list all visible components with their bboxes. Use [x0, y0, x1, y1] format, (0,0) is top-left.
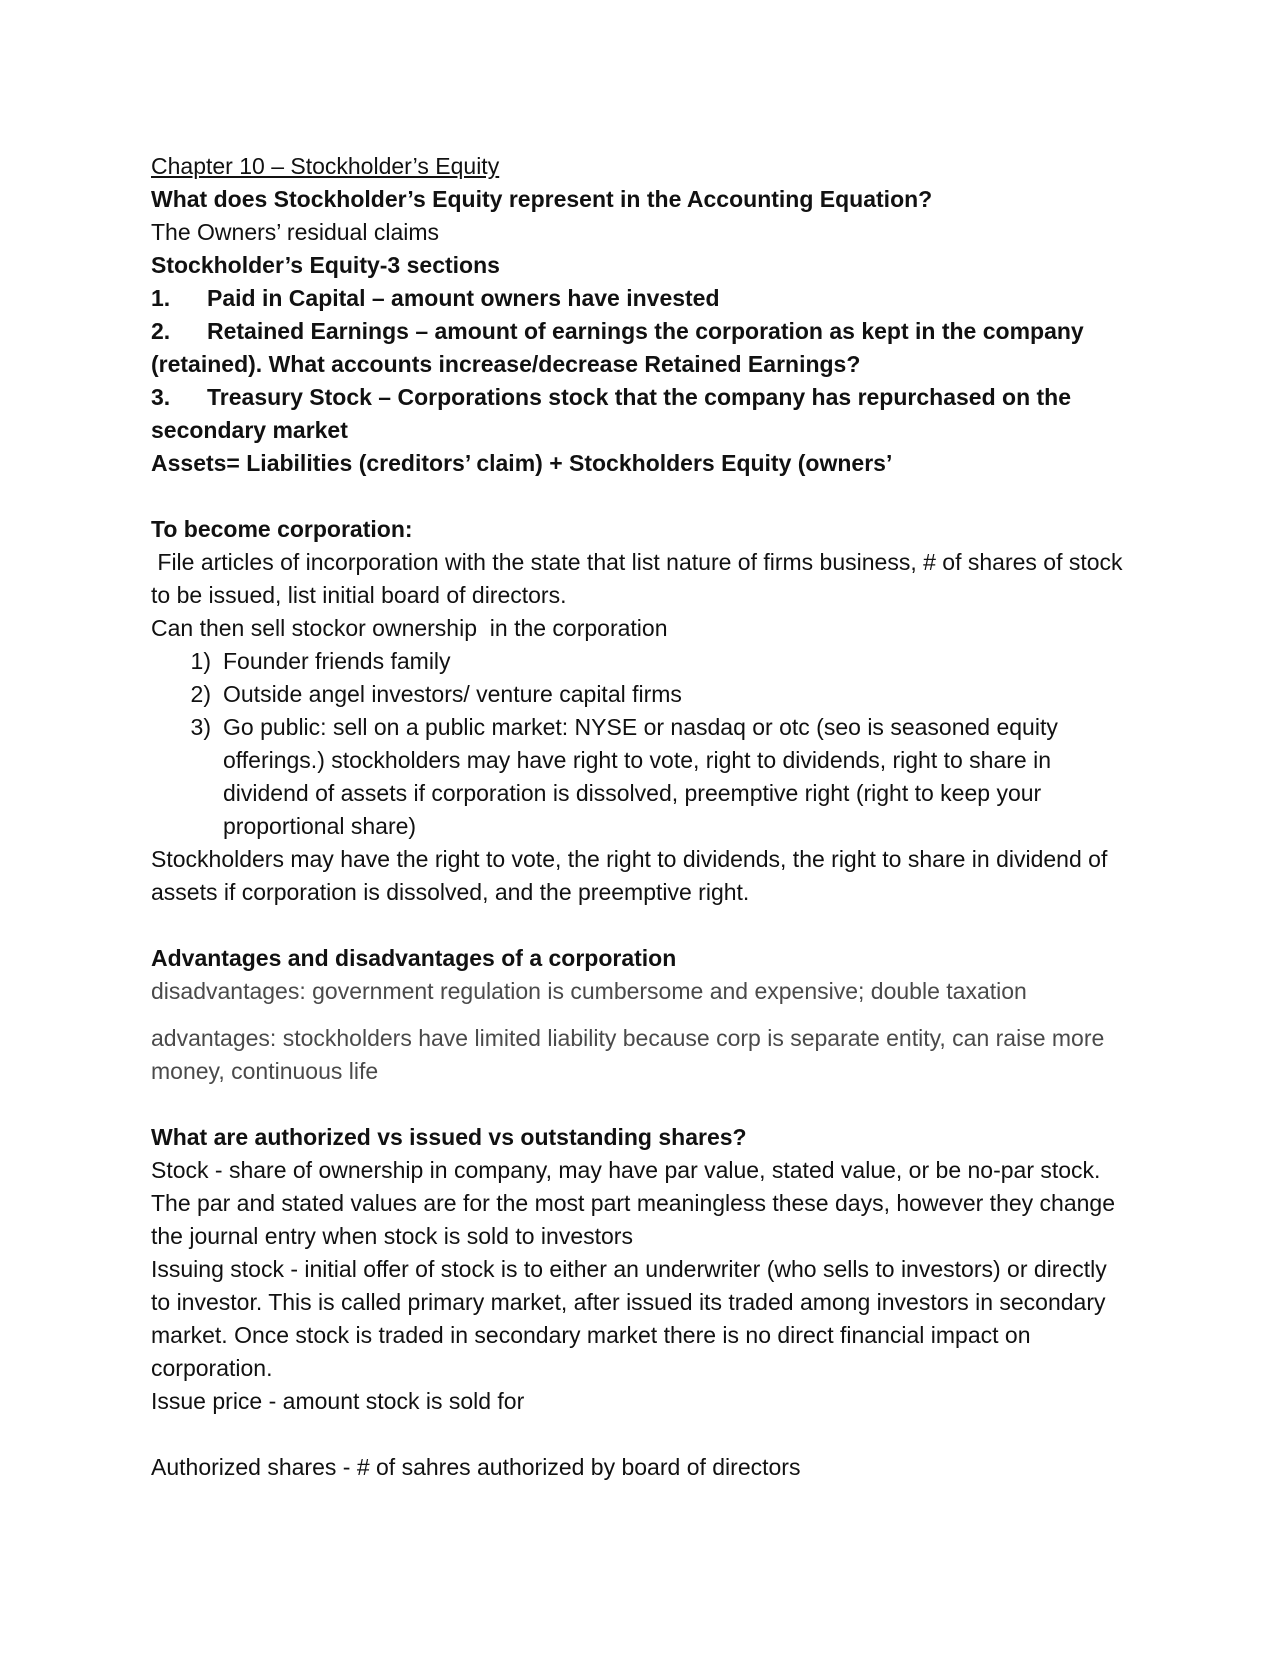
section-number: 3. [151, 384, 171, 410]
section-item-2 [151, 315, 1131, 381]
section-item-1 [151, 282, 1131, 315]
spacer [151, 1418, 1131, 1451]
disadvantages-text: disadvantages: government regulation is cumbersome and expensive; double taxation [151, 978, 1027, 1004]
list-item [151, 711, 1131, 843]
list-item [151, 645, 1131, 678]
authorized-shares-paragraph: Authorized shares - # of sahres authorized by board of directors [151, 1454, 801, 1480]
list-item-number: 3) [190, 714, 211, 740]
sections-heading: Stockholder’s Equity-3 sections [151, 252, 500, 278]
issue-price-paragraph: Issue price - amount stock is sold for [151, 1388, 525, 1414]
list-item-number: 1) [190, 648, 211, 674]
list-item-text: Outside angel investors/ venture capital firms [223, 681, 682, 707]
section-number: 1. [151, 285, 171, 311]
answer-text: The Owners’ residual claims [151, 219, 440, 245]
section-text: Retained Earnings – amount of earnings the corporation as kept in the company (retained). What accounts increase/decrease Retained Earnings? [151, 318, 1084, 377]
section-text: Treasury Stock – Corporations stock that the company has repurchased on the secondary market [151, 384, 1072, 443]
stockholder-rights-paragraph: Stockholders may have the right to vote, the right to dividends, the right to share in dividend of assets if corporation is dissolved, and the preemptive right. [151, 846, 1108, 905]
sell-stock-paragraph: Can then sell stockor ownership in the corporation [151, 615, 668, 641]
become-corporation-heading: To become corporation: [151, 516, 413, 542]
sell-options-list [151, 645, 1131, 843]
chapter-title: Chapter 10 – Stockholder’s Equity [151, 153, 500, 179]
section-number: 2. [151, 318, 171, 344]
articles-paragraph: File articles of incorporation with the state that list nature of firms business, # of shares of stock to be issued, list initial board of directors. [151, 549, 1129, 608]
stock-definition-paragraph: Stock - share of ownership in company, may have par value, stated value, or be no-par stock. The par and stated values are for the most part meaningless these days, however they change the journal entry when stock is sold to investors [151, 1157, 1116, 1249]
list-item [151, 678, 1131, 711]
list-item-text: Founder friends family [223, 648, 451, 674]
advantages-text: advantages: stockholders have limited liability because corp is separate entity, can raise more money, continuous life [151, 1025, 1105, 1084]
spacer [151, 480, 1131, 513]
shares-heading: What are authorized vs issued vs outstanding shares? [151, 1124, 747, 1150]
list-item-number: 2) [190, 681, 211, 707]
list-item-text: Go public: sell on a public market: NYSE or nasdaq or otc (seo is seasoned equity offerings.) stockholders may have right to vote, right to dividends, right to share in dividend of assets if corporation is dissolved, preemptive right (right to keep your proportional share) [223, 714, 1058, 839]
section-text: Paid in Capital – amount owners have invested [207, 285, 720, 311]
advantages-heading: Advantages and disadvantages of a corporation [151, 945, 677, 971]
spacer [151, 909, 1131, 942]
section-item-3 [151, 381, 1131, 447]
document-content [151, 150, 1131, 1484]
spacer [151, 1008, 1131, 1022]
issuing-stock-paragraph: Issuing stock - initial offer of stock is to either an underwriter (who sells to investors) or directly to investor. This is called primary market, after issued its traded among investors in secondary market. Once stock is traded in secondary market there is no direct financial impact on corporation. [151, 1256, 1107, 1381]
question-heading: What does Stockholder’s Equity represent in the Accounting Equation? [151, 186, 933, 212]
accounting-equation: Assets= Liabilities (creditors’ claim) + Stockholders Equity (owners’ [151, 450, 893, 476]
spacer [151, 1088, 1131, 1121]
